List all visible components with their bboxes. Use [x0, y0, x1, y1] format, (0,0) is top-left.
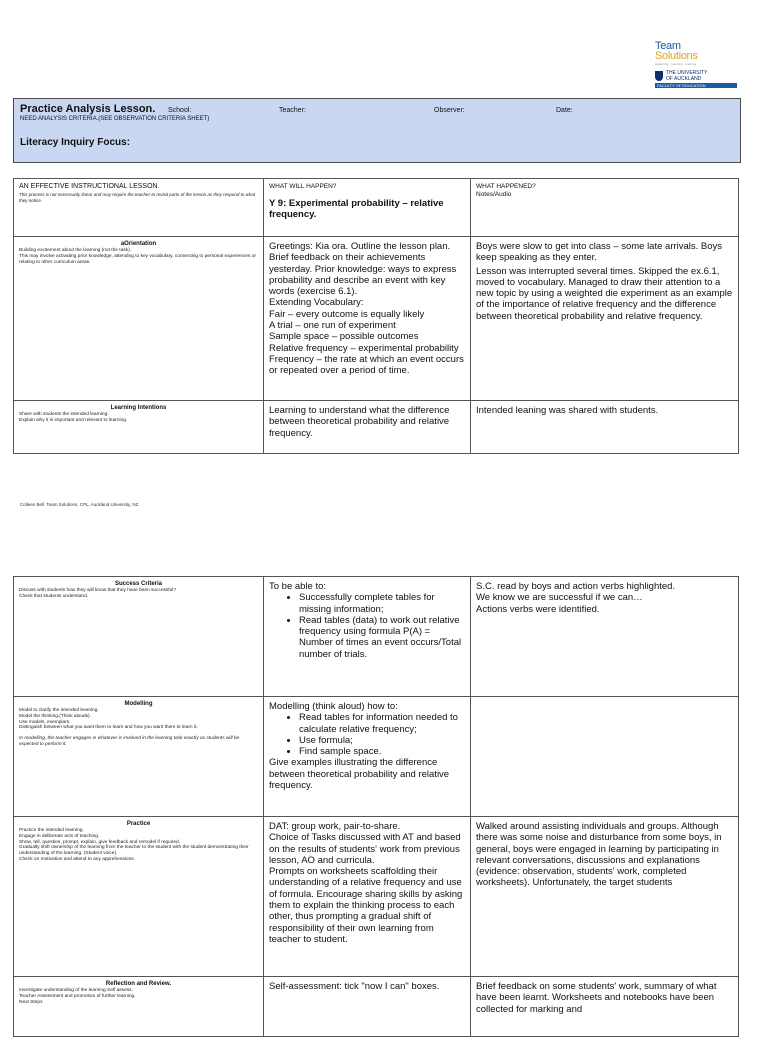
reflection-notes: Brief feedback on some students' work, summary of what have been learnt. Worksheets and notebooks have been collected for marking and	[476, 981, 717, 1015]
faculty-banner: FACULTY OF EDUCATION	[655, 83, 737, 88]
orientation-note: Boys were slow to get into class – some late arrivals. Boys keep speaking as they enter.	[476, 241, 723, 264]
observer-label: Observer:	[434, 107, 465, 114]
intentions-plan-cell	[264, 401, 471, 454]
practice-criteria-cell	[14, 817, 264, 977]
orientation-plan-line: Brief feedback on their achievements yesterday. Prior knowledge: ways to express probability and describe an event with key words (exercise 6.1).	[269, 252, 457, 298]
lead-note: This process is not necessarily linear and may require the teacher to revisit parts of the lesson as they respond to what they notice.	[19, 192, 256, 203]
intentions-notes: Intended leaning was shared with students.	[476, 405, 659, 416]
notes-column-sub: Notes/Audio	[476, 191, 512, 198]
modelling-plan-cell	[264, 697, 471, 817]
modelling-plan-outro: Give examples illustrating the difference between theoretical probability and relative frequency.	[269, 757, 450, 792]
table-header-row	[14, 179, 739, 237]
intentions-desc-2: Explain why it is important and relevant to learning.	[19, 417, 128, 423]
intentions-plan: Learning to understand what the difference between theoretical probability and relative frequency.	[269, 405, 450, 439]
date-label: Date:	[556, 107, 573, 114]
literacy-focus-label: Literacy Inquiry Focus:	[20, 137, 131, 148]
university-line2: OF AUCKLAND	[666, 76, 702, 82]
practice-notes: Walked around assisting individuals and groups. Although there was some noise and disturbance from some boys, in general, boys were engaged in learning by participating in relevant conversations, discussions and explanations (evidence: observation, students' work, completed worksheets). Unfortunately, the target students	[476, 821, 722, 889]
logo-tagline: leadership · teaching · learning	[655, 62, 697, 66]
list-item: • Find sample space.	[299, 746, 465, 757]
orientation-notes-cell	[471, 237, 739, 401]
modelling-desc-italic-wrap	[19, 736, 258, 748]
intentions-criteria-cell	[14, 401, 264, 454]
reflection-plan-cell	[264, 977, 471, 1037]
modelling-notes-cell	[471, 697, 739, 817]
modelling-desc: Model to clarify the intended learning.	[19, 708, 99, 713]
table-row-orientation	[14, 237, 739, 401]
success-plan-list	[269, 592, 465, 660]
modelling-desc-italic: In modelling, the teacher engages in whatever is involved in the learning task exactly as students will be expected to perform it.	[19, 736, 240, 747]
orientation-plan-line: Greetings: Kia ora. Outline the lesson plan.	[269, 241, 451, 252]
practice-desc: Show, tell, question, prompt, explain, give feedback and remodel if required.	[19, 839, 181, 845]
orientation-desc-2: This may involve activating prior knowledge, attending to key vocabulary, connecting to personal experiences or relating to other curriculum areas.	[19, 253, 256, 265]
success-desc-2: Check that students understand.	[19, 593, 89, 599]
reflection-desc-1: Investigate understanding of the learning.Self assess.	[19, 988, 133, 993]
orientation-plan-line: Frequency – the rate at which an event occurs or repeated over a period of time.	[269, 353, 464, 377]
modelling-desc: Model the thinking.(Think alouds).	[19, 713, 91, 719]
lesson-table-part1	[13, 178, 739, 454]
success-title: Success Criteria	[114, 581, 163, 587]
success-plan-cell	[264, 577, 471, 697]
modelling-desc: Use models, exemplars.	[19, 719, 71, 725]
modelling-title: Modelling	[124, 701, 153, 707]
teacher-label: Teacher:	[279, 107, 306, 114]
reflection-title: Reflection and Review.	[105, 981, 172, 987]
orientation-plan-line: Fair – every outcome is equally likely	[269, 308, 425, 320]
table-row-modelling	[14, 697, 739, 817]
reflection-notes-cell	[471, 977, 739, 1037]
page-title: Practice Analysis Lesson.	[20, 103, 156, 115]
reflection-next-steps: Next Steps	[19, 999, 43, 1005]
reflection-criteria-cell	[14, 977, 264, 1037]
success-note: We know we are successful if we can…	[476, 592, 643, 604]
reflection-plan: Self-assessment: tick "now I can" boxes.	[269, 981, 440, 992]
logo-team-text: Team	[655, 40, 681, 52]
footer-credit: Colleen Bell. Team Solutions, CPL, Auckland University, NZ	[20, 502, 139, 507]
orientation-plan-cell	[264, 237, 471, 401]
lesson-header-box	[13, 98, 741, 163]
success-note: S.C. read by boys and action verbs highlighted.	[476, 581, 676, 592]
intentions-title: Learning Intentions	[110, 405, 167, 411]
modelling-plan-list	[269, 712, 465, 757]
lesson-table-part2	[13, 576, 739, 1037]
table-row-practice	[14, 817, 739, 977]
orientation-plan-line: A trial – one run of experiment	[269, 320, 396, 332]
notes-column-head: WHAT HAPPENED?	[476, 183, 536, 190]
practice-plan-line: DAT: group work, pair-to-share.	[269, 821, 401, 832]
practice-notes-cell	[471, 817, 739, 977]
orientation-desc-1: Building excitement about the learning (not the task).	[19, 248, 131, 253]
orientation-plan-line: Sample space – possible outcomes	[269, 331, 419, 343]
practice-plan-cell	[264, 817, 471, 977]
practice-plan-line: Choice of Tasks discussed with AT and based on the results of students' work from previous lesson, AO and curricula.	[269, 832, 461, 866]
success-note: Actions verbs were identified.	[476, 603, 600, 615]
university-crest-icon	[655, 71, 663, 81]
school-label: School:	[168, 107, 192, 114]
success-plan-intro: To be able to:	[269, 581, 327, 592]
orientation-note: Lesson was interrupted several times. Skipped the ex.6.1, moved to vocabulary. Managed to draw their attention to a new topic by using a weighted die experiment as an example of the importance of relative frequency and the difference between theoretical probability and relative frequency.	[476, 265, 733, 322]
orientation-title: aOrientation	[120, 241, 157, 247]
logo-solutions-text: Solutions	[655, 50, 698, 62]
practice-plan-line: Prompts on worksheets scaffolding their understanding of a relative frequency and use of formula. Encourage sharing skills by asking them to explain the thinking process to each other, thus prompting a gradual shift of responsibility of their own learning from teacher to student.	[269, 866, 463, 945]
success-desc-1: Discuss with students how they will know that they have been successful?	[19, 588, 177, 593]
lesson-subject: Y 9: Experimental probability – relative frequency.	[269, 198, 444, 220]
university-line1: THE UNIVERSITY	[666, 70, 708, 76]
intentions-desc-1: Share with students the intended learning.	[19, 412, 109, 417]
orientation-plan-line: Relative frequency – experimental probability	[269, 342, 459, 354]
criteria-note: NEED ANALYSIS CRITERIA.(SEE OBSERVATION CRITERIA SHEET)	[20, 116, 210, 122]
table-row-reflection	[14, 977, 739, 1037]
orientation-plan-line: Extending Vocabulary:	[269, 297, 364, 309]
practice-desc: Check on motivation and attend to any apprehensions.	[19, 856, 136, 862]
intentions-notes-cell	[471, 401, 739, 454]
success-criteria-cell	[14, 577, 264, 697]
university-logo	[655, 70, 747, 82]
list-item: • Read tables (data) to work out relative frequency using formula P(A) = Number of times an event occurs/Total number of trials.	[299, 615, 465, 660]
reflection-desc-2: Teacher Assessment and promotion of further learning.	[19, 993, 136, 999]
modelling-desc: Distinguish between what you want them to learn and how you want them to learn it.	[19, 725, 198, 731]
plan-column-head: WHAT WILL HAPPEN?	[269, 183, 337, 190]
practice-title: Practice	[126, 821, 151, 827]
lead-title: AN EFFECTIVE INSTRUCTIONAL LESSON.	[19, 183, 160, 190]
practice-desc: Practice the intended learning.	[19, 828, 84, 833]
header-cell-notes	[471, 179, 739, 237]
list-item: • Successfully complete tables for missing information;	[299, 592, 465, 615]
success-notes-cell	[471, 577, 739, 697]
table-row-intentions	[14, 401, 739, 454]
practice-desc: Gradually shift ownership of the learning from the teacher to the student with the student demonstrating their understanding of the learning. (Student voice).	[19, 845, 249, 857]
practice-desc: Engage in deliberate acts of teaching.	[19, 833, 100, 839]
team-solutions-logo	[655, 42, 747, 98]
table-row-success	[14, 577, 739, 697]
orientation-criteria-cell	[14, 237, 264, 401]
list-item: • Read tables for information needed to calculate relative frequency;	[299, 712, 465, 735]
list-item: • Use formula;	[299, 735, 465, 746]
header-cell-plan	[264, 179, 471, 237]
modelling-criteria-cell	[14, 697, 264, 817]
header-cell-lesson	[14, 179, 264, 237]
modelling-plan-intro: Modelling (think aloud) how to:	[269, 701, 398, 712]
